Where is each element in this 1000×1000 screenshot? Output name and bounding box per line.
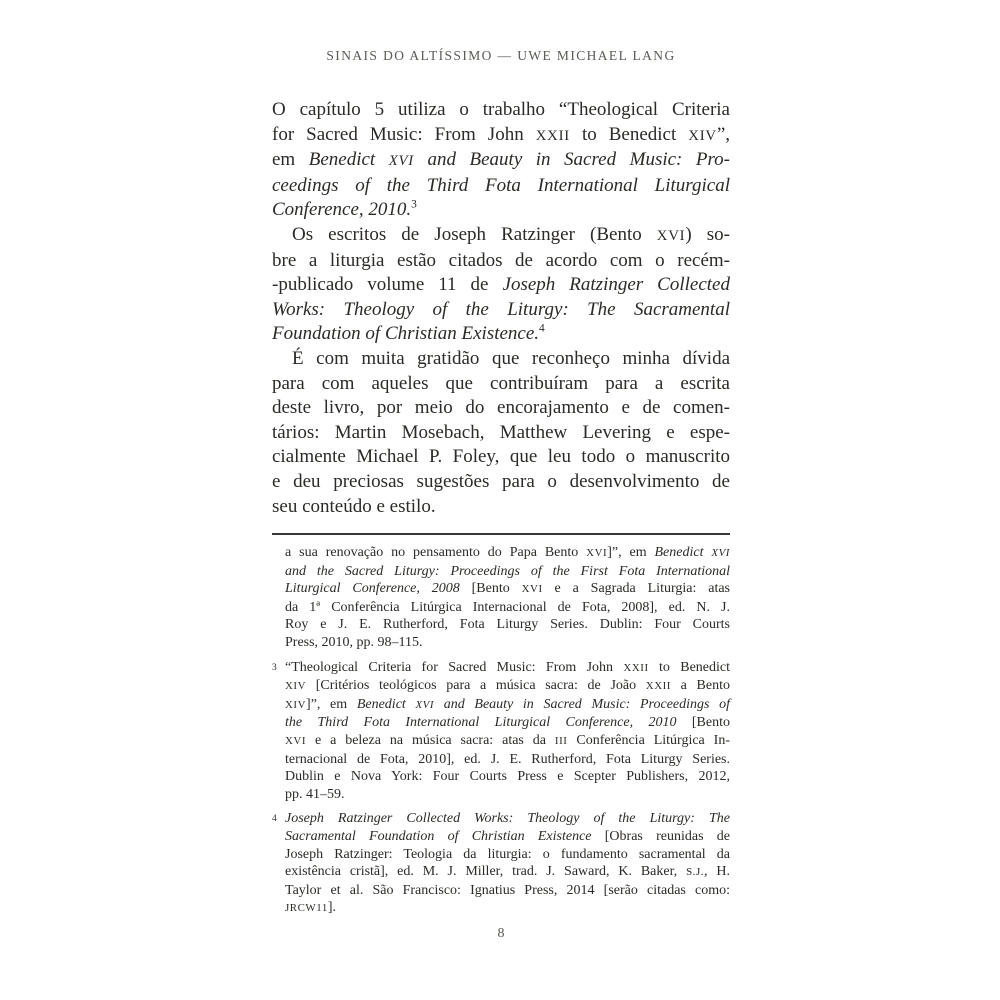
text-line (285, 810, 730, 828)
text-segment: for Sacred Music: From John (272, 123, 536, 145)
text-segment: Benedict (308, 149, 389, 171)
text-segment: [Bento (459, 581, 522, 597)
text-line (272, 249, 730, 274)
text-segment: É com muita gratidão que reconheço minha dívida (292, 347, 730, 369)
text-segment: Liturgical Conference, 2008 (285, 581, 460, 597)
text-segment: S.J. (686, 866, 705, 879)
text-line (285, 634, 730, 652)
text-line (285, 786, 730, 804)
text-segment: e a beleza na música sacra: atas da (306, 733, 555, 749)
text-line (272, 123, 730, 149)
text-line (272, 495, 730, 520)
text-segment: and the Sacred Liturgy: Proceedings of the First Fota International (285, 563, 730, 579)
text-segment: XIV (688, 127, 717, 144)
footnote (272, 659, 730, 804)
text-line (272, 174, 730, 199)
text-segment: Os escritos de Joseph Ratzinger (Bento (292, 223, 657, 245)
text-segment: JRCW11 (285, 902, 328, 915)
text-segment: Taylor et al. São Francisco: Ignatius Press, 2014 [serão citadas como: (285, 882, 730, 898)
text-segment: XVI (656, 227, 686, 244)
text-segment: XIV (285, 698, 307, 711)
text-segment: Roy e J. E. Rutherford, Fota Liturgy Series. Dublin: Four Courts (285, 617, 730, 633)
text-segment: tários: Martin Mosebach, Matthew Levering e espe- (272, 421, 730, 443)
text-line (285, 696, 730, 715)
text-segment: III (554, 735, 568, 748)
text-line (285, 599, 730, 617)
text-segment: Foundation of Christian Existence. (272, 323, 540, 345)
text-segment: XVI (285, 735, 307, 748)
text-segment: XIV (285, 680, 307, 693)
text-line (285, 659, 730, 678)
text-segment: e deu preciosas sugestões para o desenvolvimento de (272, 470, 730, 492)
page-number: 8 (497, 926, 505, 941)
text-segment: a sua renovação no pensamento do Papa Bento (285, 545, 587, 561)
paragraph (272, 347, 730, 519)
text-segment: O capítulo 5 utiliza o trabalho “Theological Criteria (272, 99, 730, 120)
text-segment: , H. (704, 864, 730, 880)
text-line (272, 98, 730, 123)
text-segment: Works: Theology of the Liturgy: The Sacramental (272, 298, 730, 320)
text-line (285, 863, 730, 882)
text-segment: ]”, em (607, 545, 655, 561)
text-line (272, 322, 730, 347)
text-line (285, 580, 730, 599)
text-line (272, 148, 730, 174)
text-segment: XVI (521, 583, 543, 596)
text-line (272, 347, 730, 372)
body-text (272, 98, 730, 519)
text-segment: deste livro, por meio do encorajamento e de comen- (272, 397, 730, 419)
text-segment: [Bento (676, 715, 730, 731)
text-segment: XXII (623, 661, 649, 674)
text-segment: para com aqueles que contribuíram para a escrita (272, 372, 730, 394)
text-segment: cialmente Michael P. Foley, que leu todo o manuscrito (272, 446, 730, 468)
text-segment: ) so- (685, 223, 730, 245)
text-segment: [Critérios teológicos para a música sacra: de João (306, 678, 646, 694)
text-segment: to Benedict (648, 659, 730, 675)
text-segment: bre a liturgia estão citados de acordo com o recém- (272, 249, 730, 271)
text-line (272, 298, 730, 323)
text-segment: da 1ª Conferência Litúrgica Internacional de Fota, 2008], ed. N. J. (285, 599, 730, 615)
text-line (285, 751, 730, 769)
footnote (272, 810, 730, 918)
text-segment: ]. (327, 900, 337, 916)
text-line (285, 544, 730, 563)
text-segment: ]”, em (306, 696, 357, 712)
text-line (285, 616, 730, 634)
paragraph (272, 98, 730, 223)
text-segment: Dublin e Nova York: Four Courts Press e Scepter Publishers, 2012, (285, 769, 730, 785)
text-line (272, 445, 730, 470)
text-line (272, 421, 730, 446)
text-segment: XVI (711, 547, 730, 560)
text-segment: and Beauty in Sacred Music: Pro- (413, 149, 731, 171)
text-column (272, 48, 730, 918)
footnote-marker: 3 (272, 662, 277, 673)
text-segment: ternacional de Fota, 2010], ed. J. E. Rutherford, Fota Liturgy Series. (285, 751, 730, 767)
text-line (272, 198, 730, 223)
text-segment: XXII (535, 127, 570, 144)
text-line (285, 828, 730, 846)
text-line (285, 899, 730, 918)
text-segment: Press, 2010, pp. 98–115. (285, 635, 423, 651)
text-line (272, 470, 730, 495)
text-segment: “Theological Criteria for Sacred Music: From John (285, 659, 624, 675)
text-line (272, 372, 730, 397)
text-segment: to Benedict (569, 123, 689, 145)
text-line (285, 563, 730, 581)
paragraph (272, 223, 730, 347)
running-header: SINAIS DO ALTÍSSIMO — UWE MICHAEL LANG (326, 48, 676, 63)
text-segment: Benedict (654, 545, 712, 561)
footnote-reference: 4 (539, 323, 545, 336)
text-segment: a Bento (670, 678, 730, 694)
text-line (285, 732, 730, 751)
footnotes-section (272, 544, 730, 918)
text-segment: XXII (645, 680, 671, 693)
text-segment: em (272, 149, 309, 171)
text-segment: Joseph Ratzinger: Teologia da liturgia: o fundamento sacramental da (285, 846, 730, 862)
text-segment: and Beauty in Sacred Music: Proceedings of (434, 696, 731, 712)
text-segment: XVI (415, 698, 435, 711)
text-line (285, 846, 730, 864)
text-segment: XVI (586, 547, 608, 560)
text-line (285, 714, 730, 732)
text-segment: pp. 41–59. (285, 786, 345, 802)
text-line (285, 768, 730, 786)
text-segment: ”, (716, 123, 730, 145)
text-line (285, 677, 730, 696)
footnote-reference: 3 (411, 199, 417, 212)
text-segment: Joseph Ratzinger Collected (502, 274, 730, 296)
text-segment: -publicado volume 11 de (272, 274, 503, 296)
footnote-marker: 4 (272, 814, 277, 825)
text-line (272, 223, 730, 249)
footnote-separator (272, 533, 730, 535)
text-segment: the Third Fota International Liturgical Conference, 2010 (285, 715, 677, 731)
text-segment: Sacramental Foundation of Christian Existence (285, 829, 592, 844)
text-segment: Conference, 2010. (272, 199, 412, 221)
text-line (272, 396, 730, 421)
text-line (285, 882, 730, 900)
text-segment: [Obras reunidas de (591, 829, 730, 844)
footnote (272, 544, 730, 652)
text-segment: Benedict (356, 696, 416, 712)
text-segment: Conferência Litúrgica In- (567, 733, 730, 749)
text-line (272, 273, 730, 298)
text-segment: ceedings of the Third Fota International Liturgical (272, 174, 730, 196)
text-segment: existência cristã], ed. M. J. Miller, trad. J. Saward, K. Baker, (285, 864, 687, 880)
text-segment: e a Sagrada Liturgia: atas (542, 581, 730, 597)
text-segment: seu conteúdo e estilo. (272, 495, 436, 517)
text-segment: XVI (388, 153, 414, 170)
text-segment: Joseph Ratzinger Collected Works: Theology of the Liturgy: The (285, 811, 730, 827)
